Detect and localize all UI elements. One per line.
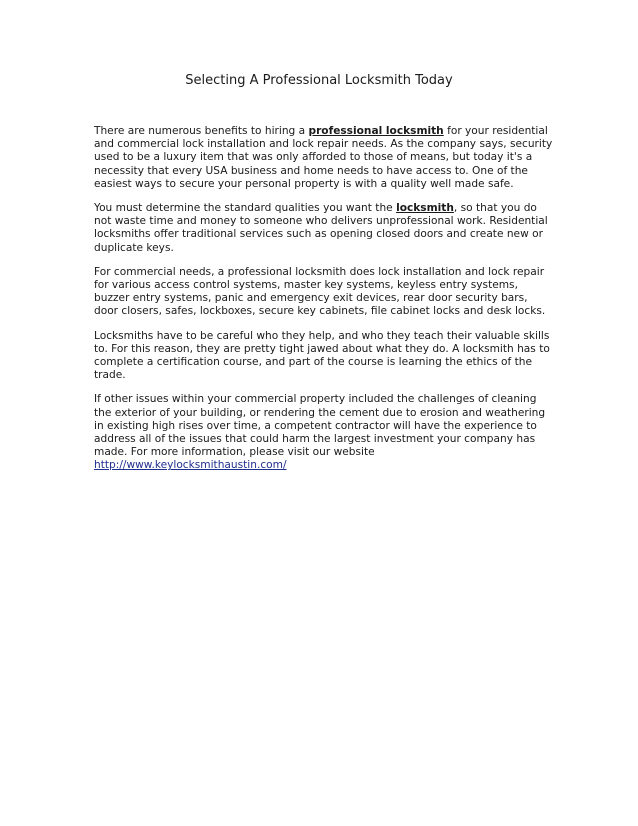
- paragraph-text: , so that you do not waste time and money to someone who delivers unprofessional work. Residential locksmiths offer traditional services such as opening closed doors and create new or duplicate keys.: [94, 202, 548, 254]
- paragraph-text: If other issues within your commercial property included the challenges of cleaning the exterior of your building, or rendering the cement due to erosion and weathering in existing high rises over time, a competent contractor will have the experience to address all of the issues that could harm the largest investment your company has made. For more information, please visit our website: [94, 393, 546, 459]
- paragraph-commercial-needs: For commercial needs, a professional locksmith does lock installation and lock repair for various access control systems, master key systems, keyless entry systems, buzzer entry systems, panic and emergency exit devices, rear door security bars, door closers, safes, lockboxes, secure key cabinets, file cabinet locks and desk locks.: [94, 265, 546, 318]
- paragraph-text: for your residential and commercial lock installation and lock repair needs. As the company says, security used to be a luxury item that was only afforded to those of means, but today it's a necessity that every USA business and home needs to have access to. One of the easiest ways to secure your personal property is with a quality well made safe.: [94, 125, 553, 190]
- paragraph-benefits: [94, 125, 554, 191]
- document-title: Selecting A Professional Locksmith Today: [185, 73, 453, 88]
- document-body: [94, 125, 554, 484]
- locksmith-link[interactable]: locksmith: [396, 202, 454, 215]
- paragraph-text: You must determine the standard qualities you want the: [94, 202, 397, 215]
- website-link[interactable]: http://www.keylocksmithaustin.com/: [94, 459, 287, 472]
- paragraph-careful: Locksmiths have to be careful who they help, and who they teach their valuable skills to. For this reason, they are pretty tight jawed about what they do. A locksmith has to complete a certification course, and part of the course is learning the ethics of the trade.: [94, 329, 550, 382]
- paragraph-standard-qualities: [94, 202, 554, 255]
- professional-locksmith-link[interactable]: professional locksmith: [308, 125, 444, 137]
- paragraph-text: There are numerous benefits to hiring a: [94, 125, 309, 137]
- paragraph-other-issues: [94, 393, 554, 472]
